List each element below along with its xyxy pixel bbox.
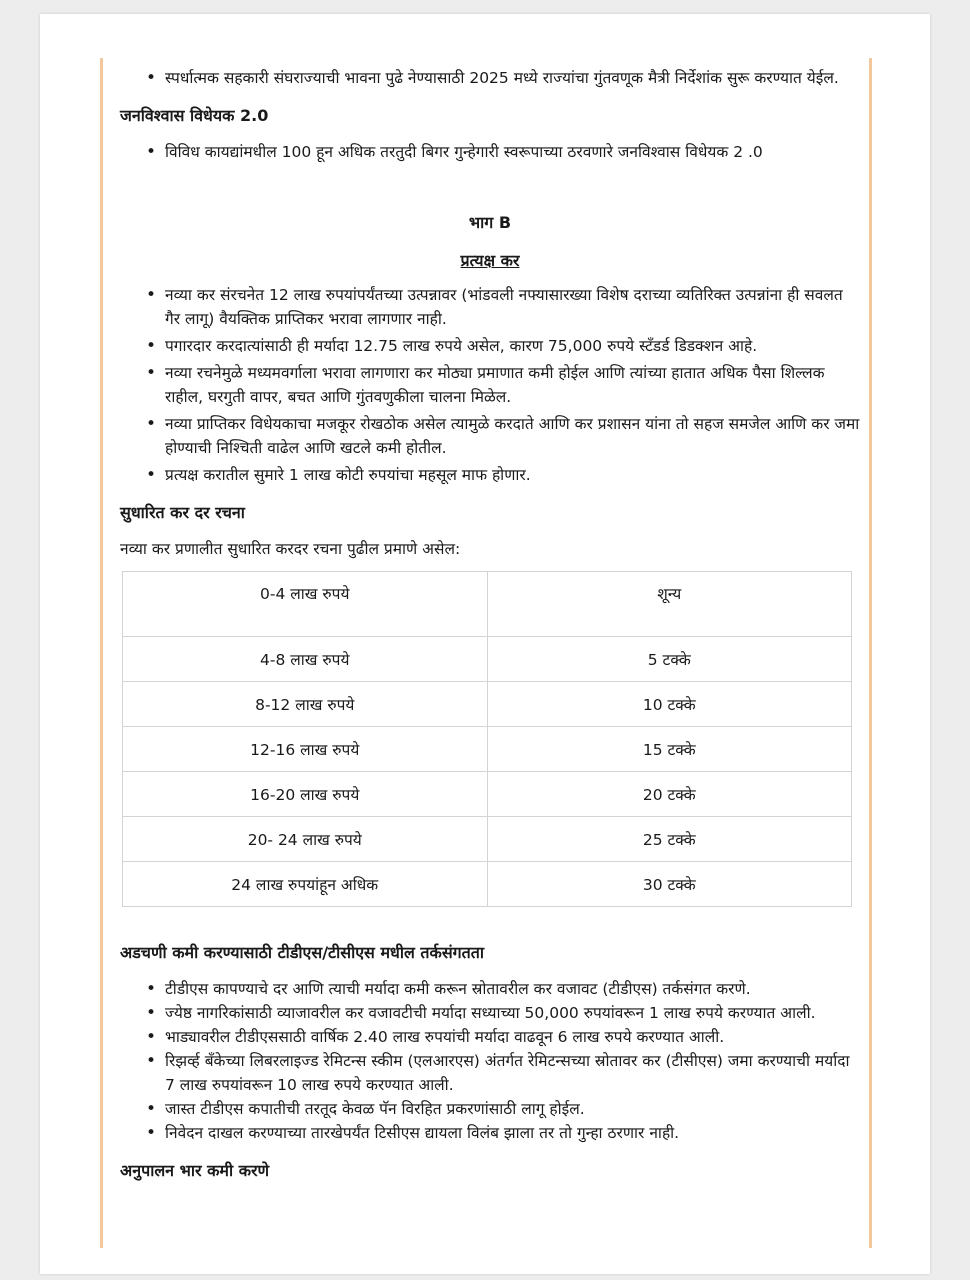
tax-rate-cell: 10 टक्के — [487, 682, 852, 727]
top-bullet-list — [120, 66, 860, 90]
document-page — [40, 14, 930, 1274]
list-item: • प्रत्यक्ष करातील सुमारे 1 लाख कोटी रुपयांचा महसूल माफ होणार. — [120, 463, 860, 487]
list-item: • नव्या रचनेमुळे मध्यमवर्गाला भरावा लागणारा कर मोठ्या प्रमाणात कमी होईल आणि त्यांच्या हातात अधिक पैसा शिल्लक राहील, घरगुती वापर, बचत आणि गुंतवणुकीला चालना मिळेल. — [120, 361, 860, 409]
list-item: • विविध कायद्यांमधील 100 हून अधिक तरतुदी बिगर गुन्हेगारी स्वरूपाच्या ठरवणारे जनविश्वास विधेयक 2 .0 — [120, 140, 860, 164]
table-row — [123, 772, 852, 817]
table-row — [123, 727, 852, 772]
list-item: • नव्या कर संरचनेत 12 लाख रुपयांपर्यंतच्या उत्पन्नावर (भांडवली नफ्यासारख्या विशेष दराच्या व्यतिरिक्त उत्पन्नांना ही सवलत गैर लागू) वैयक्तिक प्राप्तिकर भरावा लागणार नाही. — [120, 283, 860, 331]
part-b-title: भाग B — [468, 213, 512, 232]
tax-rate-cell: 5 टक्के — [487, 637, 852, 682]
income-range-cell: 12-16 लाख रुपये — [123, 727, 488, 772]
table-row — [123, 682, 852, 727]
income-range-cell: 0-4 लाख रुपये — [123, 572, 488, 637]
list-item: • पगारदार करदात्यांसाठी ही मर्यादा 12.75 लाख रुपये असेल, कारण 75,000 रुपये स्टँडर्ड डिडक्शन आहे. — [120, 334, 860, 358]
income-range-cell: 4-8 लाख रुपये — [123, 637, 488, 682]
tax-rate-cell: 20 टक्के — [487, 772, 852, 817]
table-row — [123, 637, 852, 682]
list-item: • जास्त टीडीएस कपातीची तरतूद केवळ पॅन विरहित प्रकरणांसाठी लागू होईल. — [120, 1097, 860, 1121]
compliance-heading: अनुपालन भार कमी करणे — [120, 1161, 270, 1180]
income-range-cell: 20- 24 लाख रुपये — [123, 817, 488, 862]
left-margin-rule — [100, 58, 103, 1248]
income-range-cell: 8-12 लाख रुपये — [123, 682, 488, 727]
jan-vishwas-heading: जनविश्वास विधेयक 2.0 — [120, 106, 269, 125]
direct-tax-list — [120, 283, 860, 487]
tax-structure-intro: नव्या कर प्रणालीत सुधारित करदर रचना पुढील प्रमाणे असेल: — [120, 540, 461, 558]
list-item: • ज्येष्ठ नागरिकांसाठी व्याजावरील कर वजावटीची मर्यादा सध्याच्या 50,000 रुपयांवरून 1 लाख रुपये करण्यात आली. — [120, 1001, 860, 1025]
list-item: • नव्या प्राप्तिकर विधेयकाचा मजकूर रोखठोक असेल त्यामुळे करदाते आणि कर प्रशासन यांना तो सहज समजेल आणि कर जमा होण्याची निश्चिती वाढेल आणि खटले कमी होतील. — [120, 412, 860, 460]
table-row — [123, 572, 852, 637]
table-row — [123, 817, 852, 862]
direct-tax-subtitle: प्रत्यक्ष कर — [460, 251, 520, 270]
list-item: • स्पर्धात्मक सहकारी संघराज्याची भावना पुढे नेण्यासाठी 2025 मध्ये राज्यांचा गुंतवणूक मैत्री निर्देशांक सुरू करण्यात येईल. — [120, 66, 860, 90]
list-item: • भाड्यावरील टीडीएससाठी वार्षिक 2.40 लाख रुपयांची मर्यादा वाढवून 6 लाख रुपये करण्यात आली. — [120, 1025, 860, 1049]
right-margin-rule — [869, 58, 872, 1248]
table-row — [123, 862, 852, 907]
list-item: • निवेदन दाखल करण्याच्या तारखेपर्यंत टिसीएस द्यायला विलंब झाला तर तो गुन्हा ठरणार नाही. — [120, 1121, 860, 1145]
tax-rate-cell: 30 टक्के — [487, 862, 852, 907]
jan-vishwas-list — [120, 140, 860, 164]
tds-list — [120, 977, 860, 1145]
tax-rate-cell: 15 टक्के — [487, 727, 852, 772]
document-content — [120, 66, 860, 1183]
income-range-cell: 24 लाख रुपयांहून अधिक — [123, 862, 488, 907]
tax-rate-cell: 25 टक्के — [487, 817, 852, 862]
tax-rate-table — [122, 571, 852, 907]
tds-heading: अडचणी कमी करण्यासाठी टीडीएस/टीसीएस मधील तर्कसंगतता — [120, 943, 485, 962]
list-item: • टीडीएस कापण्याचे दर आणि त्याची मर्यादा कमी करून स्रोतावरील कर वजावट (टीडीएस) तर्कसंगत करणे. — [120, 977, 860, 1001]
tax-structure-heading: सुधारित कर दर रचना — [120, 503, 245, 522]
list-item: • रिझर्व्ह बँकेच्या लिबरलाइज्ड रेमिटन्स स्कीम (एलआरएस) अंतर्गत रेमिटन्सच्या स्रोतावर कर (टीसीएस) जमा करण्याची मर्यादा 7 लाख रुपयांवरून 10 लाख रुपये करण्यात आली. — [120, 1049, 860, 1097]
tax-rate-cell: शून्य — [487, 572, 852, 637]
income-range-cell: 16-20 लाख रुपये — [123, 772, 488, 817]
